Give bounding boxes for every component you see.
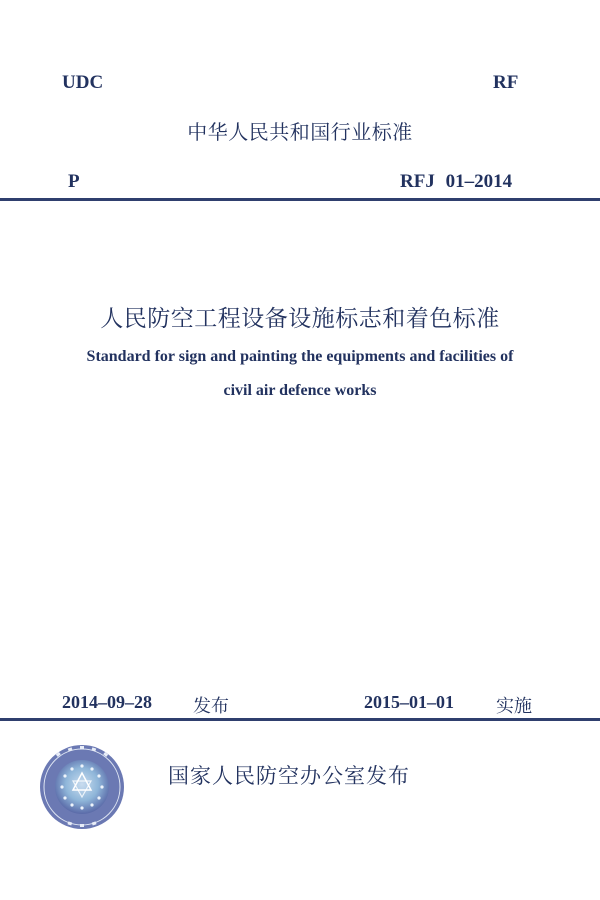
top-divider <box>0 198 600 201</box>
implementation-label: 实施 <box>496 696 532 717</box>
title-english-line1: Standard for sign and painting the equipments and facilities of <box>86 348 514 365</box>
publisher: 国家人民防空办公室发布 <box>168 764 410 788</box>
bottom-divider <box>0 718 600 721</box>
implementation-date: 2015–01–01 <box>364 692 454 712</box>
udc-label: UDC <box>62 72 104 93</box>
standard-code: RF <box>493 72 519 93</box>
issue-label: 发布 <box>193 696 229 717</box>
title-english-line2: civil air defence works <box>223 382 377 399</box>
title-chinese: 人民防空工程设备设施标志和着色标准 <box>100 306 500 332</box>
series-title: 中华人民共和国行业标准 <box>187 120 413 144</box>
seal-icon <box>38 743 126 831</box>
issue-date: 2014–09–28 <box>62 692 152 712</box>
category-label: P <box>68 171 80 192</box>
standard-number: RFJ 01–2014 <box>400 171 513 192</box>
